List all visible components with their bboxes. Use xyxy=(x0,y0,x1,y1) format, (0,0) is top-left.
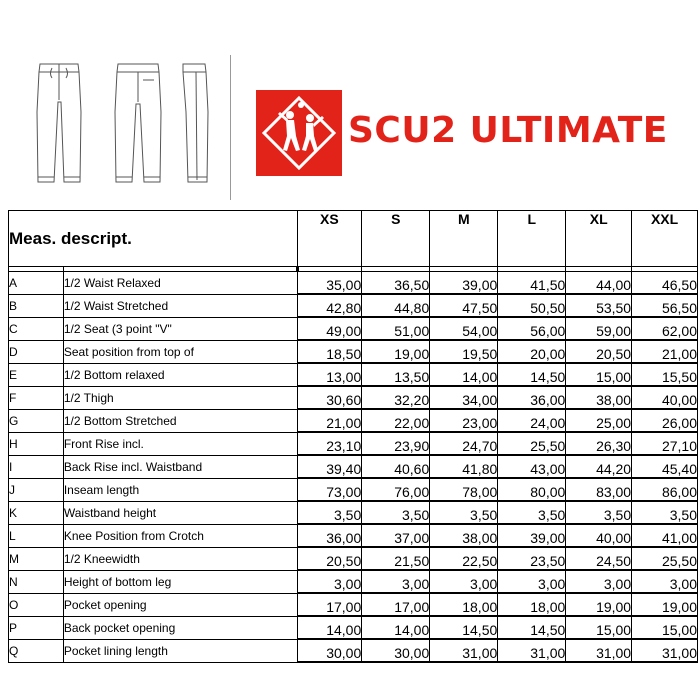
table-row xyxy=(9,524,698,547)
measurement-code: A xyxy=(9,272,64,295)
measurement-value: 24,50 xyxy=(566,547,632,570)
measurement-value: 36,00 xyxy=(498,386,566,409)
measurement-description: 1/2 Waist Relaxed xyxy=(63,272,297,295)
measurement-value: 31,00 xyxy=(430,639,498,662)
measurement-code: D xyxy=(9,340,64,363)
measurement-code: O xyxy=(9,593,64,616)
measurement-value: 31,00 xyxy=(498,639,566,662)
measurement-value: 40,00 xyxy=(566,524,632,547)
table-row xyxy=(9,478,698,501)
measurement-value: 83,00 xyxy=(566,478,632,501)
table-row xyxy=(9,639,698,662)
table-row xyxy=(9,547,698,570)
measurement-value: 32,20 xyxy=(362,386,430,409)
measurement-value: 44,20 xyxy=(566,455,632,478)
measurement-value: 56,50 xyxy=(632,294,698,317)
measurement-value: 40,00 xyxy=(632,386,698,409)
measurement-description: Front Rise incl. xyxy=(63,432,297,455)
measurement-value: 38,00 xyxy=(566,386,632,409)
measurement-value: 17,00 xyxy=(297,593,362,616)
size-chart-table xyxy=(8,210,698,663)
measurement-value: 86,00 xyxy=(632,478,698,501)
measurement-code: N xyxy=(9,570,64,593)
measurement-value: 27,10 xyxy=(632,432,698,455)
table-row xyxy=(9,363,698,386)
measurement-value: 46,50 xyxy=(632,272,698,295)
measurement-value: 3,00 xyxy=(297,570,362,593)
measurement-value: 23,10 xyxy=(297,432,362,455)
measurement-value: 14,50 xyxy=(498,616,566,639)
measurement-value: 31,00 xyxy=(632,639,698,662)
measurement-code: J xyxy=(9,478,64,501)
measurement-value: 25,50 xyxy=(498,432,566,455)
measurement-value: 3,00 xyxy=(632,570,698,593)
measurement-value: 44,80 xyxy=(362,294,430,317)
measurement-code: H xyxy=(9,432,64,455)
measurement-value: 19,00 xyxy=(632,593,698,616)
measurement-value: 26,00 xyxy=(632,409,698,432)
measurement-value: 23,90 xyxy=(362,432,430,455)
measurement-value: 73,00 xyxy=(297,478,362,501)
measurement-value: 44,00 xyxy=(566,272,632,295)
measurement-value: 39,00 xyxy=(498,524,566,547)
measurement-value: 21,00 xyxy=(297,409,362,432)
table-row xyxy=(9,432,698,455)
measurement-value: 56,00 xyxy=(498,317,566,340)
table-row xyxy=(9,386,698,409)
measurement-value: 47,50 xyxy=(430,294,498,317)
measurement-value: 54,00 xyxy=(430,317,498,340)
measurement-value: 14,50 xyxy=(430,616,498,639)
measurement-value: 78,00 xyxy=(430,478,498,501)
measurement-value: 36,50 xyxy=(362,272,430,295)
measurement-description: 1/2 Bottom Stretched xyxy=(63,409,297,432)
measurement-value: 3,50 xyxy=(430,501,498,524)
measurement-description: Seat position from top of xyxy=(63,340,297,363)
table-row xyxy=(9,272,698,295)
measurement-value: 3,00 xyxy=(362,570,430,593)
measurement-value: 3,00 xyxy=(566,570,632,593)
measurement-code: P xyxy=(9,616,64,639)
measurement-description: Waistband height xyxy=(63,501,297,524)
measurement-code: M xyxy=(9,547,64,570)
measurement-value: 3,50 xyxy=(566,501,632,524)
measurement-value: 19,50 xyxy=(430,340,498,363)
measurement-value: 13,00 xyxy=(297,363,362,386)
table-row xyxy=(9,340,698,363)
measurement-value: 30,00 xyxy=(297,639,362,662)
measurement-value: 25,00 xyxy=(566,409,632,432)
measurement-code: I xyxy=(9,455,64,478)
measurement-value: 80,00 xyxy=(498,478,566,501)
measurement-value: 24,70 xyxy=(430,432,498,455)
measurement-value: 30,00 xyxy=(362,639,430,662)
measurement-value: 43,00 xyxy=(498,455,566,478)
measurement-description: Back Rise incl. Waistband xyxy=(63,455,297,478)
measurement-value: 42,80 xyxy=(297,294,362,317)
size-header: XL xyxy=(566,211,632,267)
measurement-value: 26,30 xyxy=(566,432,632,455)
header-divider xyxy=(230,55,231,200)
table-row xyxy=(9,593,698,616)
measurement-value: 34,00 xyxy=(430,386,498,409)
measurement-code: C xyxy=(9,317,64,340)
measurement-value: 23,00 xyxy=(430,409,498,432)
measurement-value: 30,60 xyxy=(297,386,362,409)
measurement-value: 51,00 xyxy=(362,317,430,340)
size-header: XS xyxy=(297,211,362,267)
measurement-value: 76,00 xyxy=(362,478,430,501)
table-row xyxy=(9,616,698,639)
measurement-value: 50,50 xyxy=(498,294,566,317)
measurement-description: Height of bottom leg xyxy=(63,570,297,593)
measurement-value: 3,50 xyxy=(297,501,362,524)
measurement-value: 3,50 xyxy=(632,501,698,524)
measurement-value: 14,00 xyxy=(362,616,430,639)
measurement-value: 59,00 xyxy=(566,317,632,340)
table-row xyxy=(9,294,698,317)
measurement-code: B xyxy=(9,294,64,317)
table-body xyxy=(9,267,698,663)
measurement-value: 62,00 xyxy=(632,317,698,340)
measurement-value: 18,00 xyxy=(430,593,498,616)
measurement-value: 45,40 xyxy=(632,455,698,478)
brand-logo-icon xyxy=(256,90,342,176)
table-header-row xyxy=(9,211,698,267)
table-row xyxy=(9,317,698,340)
measurement-description: Pocket opening xyxy=(63,593,297,616)
measurement-value: 41,00 xyxy=(632,524,698,547)
measurement-value: 31,00 xyxy=(566,639,632,662)
measurement-value: 14,00 xyxy=(297,616,362,639)
measurement-description: 1/2 Seat (3 point "V" xyxy=(63,317,297,340)
measurement-value: 21,00 xyxy=(632,340,698,363)
measurement-code: E xyxy=(9,363,64,386)
measurement-value: 18,00 xyxy=(498,593,566,616)
measurement-value: 15,50 xyxy=(632,363,698,386)
measurement-code: L xyxy=(9,524,64,547)
table-row xyxy=(9,409,698,432)
header xyxy=(0,0,700,205)
measurement-value: 21,50 xyxy=(362,547,430,570)
measurement-description: 1/2 Waist Stretched xyxy=(63,294,297,317)
measurement-value: 20,50 xyxy=(566,340,632,363)
measurement-description: 1/2 Thigh xyxy=(63,386,297,409)
size-header: M xyxy=(430,211,498,267)
measurement-description-header: Meas. descript. xyxy=(9,211,298,267)
measurement-value: 22,00 xyxy=(362,409,430,432)
measurement-value: 15,00 xyxy=(632,616,698,639)
measurement-value: 49,00 xyxy=(297,317,362,340)
measurement-value: 35,00 xyxy=(297,272,362,295)
measurement-value: 22,50 xyxy=(430,547,498,570)
measurement-description: Back pocket opening xyxy=(63,616,297,639)
measurement-value: 37,00 xyxy=(362,524,430,547)
measurement-value: 53,50 xyxy=(566,294,632,317)
measurement-value: 19,00 xyxy=(362,340,430,363)
measurement-value: 3,00 xyxy=(498,570,566,593)
measurement-value: 19,00 xyxy=(566,593,632,616)
measurement-value: 3,50 xyxy=(498,501,566,524)
measurement-value: 18,50 xyxy=(297,340,362,363)
measurement-value: 14,50 xyxy=(498,363,566,386)
measurement-value: 3,50 xyxy=(362,501,430,524)
table-row xyxy=(9,570,698,593)
measurement-value: 38,00 xyxy=(430,524,498,547)
measurement-code: F xyxy=(9,386,64,409)
measurement-value: 39,40 xyxy=(297,455,362,478)
measurement-value: 23,50 xyxy=(498,547,566,570)
measurement-value: 25,50 xyxy=(632,547,698,570)
size-header: S xyxy=(362,211,430,267)
measurement-value: 20,00 xyxy=(498,340,566,363)
measurement-value: 15,00 xyxy=(566,363,632,386)
measurement-value: 41,80 xyxy=(430,455,498,478)
measurement-value: 41,50 xyxy=(498,272,566,295)
measurement-value: 17,00 xyxy=(362,593,430,616)
measurement-value: 36,00 xyxy=(297,524,362,547)
measurement-code: Q xyxy=(9,639,64,662)
measurement-value: 20,50 xyxy=(297,547,362,570)
measurement-code: K xyxy=(9,501,64,524)
measurement-code: G xyxy=(9,409,64,432)
pants-technical-drawing xyxy=(28,52,218,192)
measurement-value: 15,00 xyxy=(566,616,632,639)
measurement-description: 1/2 Kneewidth xyxy=(63,547,297,570)
measurement-value: 39,00 xyxy=(430,272,498,295)
size-header: XXL xyxy=(632,211,698,267)
measurement-value: 40,60 xyxy=(362,455,430,478)
measurement-description: 1/2 Bottom relaxed xyxy=(63,363,297,386)
measurement-description: Knee Position from Crotch xyxy=(63,524,297,547)
measurement-description: Inseam length xyxy=(63,478,297,501)
table-row xyxy=(9,455,698,478)
measurement-value: 24,00 xyxy=(498,409,566,432)
measurement-value: 3,00 xyxy=(430,570,498,593)
table-row xyxy=(9,501,698,524)
brand-name: SCU2 ULTIMATE xyxy=(348,110,668,151)
measurement-value: 14,00 xyxy=(430,363,498,386)
measurement-value: 13,50 xyxy=(362,363,430,386)
measurement-description: Pocket lining length xyxy=(63,639,297,662)
size-header: L xyxy=(498,211,566,267)
